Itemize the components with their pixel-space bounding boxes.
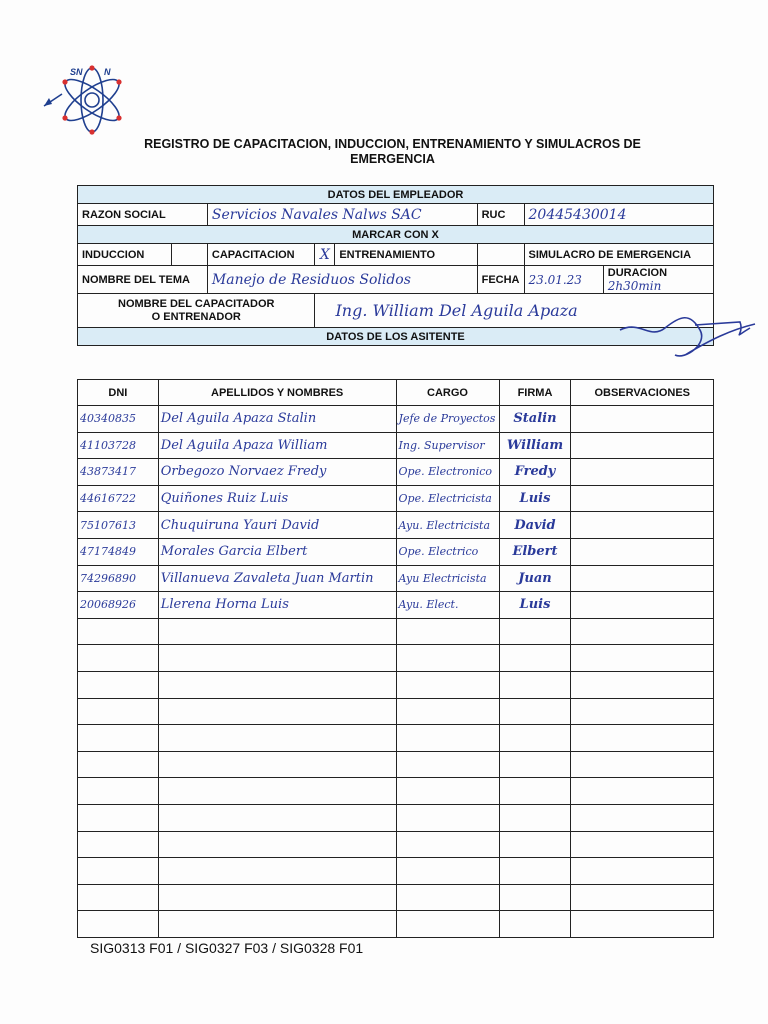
simulacro-label: SIMULACRO DE EMERGENCIA (524, 244, 714, 266)
dni-cell (78, 804, 159, 831)
observaciones-cell (571, 698, 714, 725)
cargo-cell: Ope. Electricista (396, 485, 499, 512)
signature-cell: Juan (499, 565, 571, 592)
fecha-label: FECHA (477, 266, 524, 294)
observaciones-cell (571, 804, 714, 831)
name-cell (158, 804, 396, 831)
cargo-cell (396, 751, 499, 778)
signature-cell (499, 618, 571, 645)
signature-cell (499, 804, 571, 831)
cargo-cell (396, 884, 499, 911)
observaciones-cell (571, 671, 714, 698)
document-title (120, 137, 665, 167)
signature-cell: William (499, 432, 571, 459)
name-cell (158, 858, 396, 885)
dni-cell: 75107613 (78, 512, 159, 539)
signature-cell (499, 884, 571, 911)
observaciones-cell (571, 459, 714, 486)
observaciones-cell (571, 725, 714, 752)
dni-cell: 74296890 (78, 565, 159, 592)
capacitacion-label: CAPACITACION (207, 244, 315, 266)
attendees-header: DATOS DE LOS ASITENTE (78, 328, 714, 346)
dni-cell (78, 725, 159, 752)
signature-cell (499, 671, 571, 698)
dni-cell (78, 778, 159, 805)
signature-cell (499, 725, 571, 752)
table-row (78, 751, 714, 778)
table-row (78, 911, 714, 938)
col-cargo: CARGO (396, 380, 499, 406)
fecha-value: 23.01.23 (524, 266, 603, 294)
name-cell: Del Aguila Apaza William (158, 432, 396, 459)
observaciones-cell (571, 565, 714, 592)
dni-cell (78, 751, 159, 778)
duracion-label: DURACION (607, 266, 668, 279)
name-cell: Del Aguila Apaza Stalin (158, 406, 396, 433)
dni-cell (78, 911, 159, 938)
dni-cell: 20068926 (78, 592, 159, 619)
attendees-table-header (78, 380, 714, 406)
document-code: SIG0313 F01 / SIG0327 F03 / SIG0328 F01 (90, 940, 364, 956)
employer-header: DATOS DEL EMPLEADOR (78, 186, 714, 204)
table-row (78, 698, 714, 725)
cargo-cell (396, 618, 499, 645)
capacitador-value: Ing. William Del Aguila Apaza (315, 294, 714, 328)
observaciones-cell (571, 911, 714, 938)
signature-cell (499, 858, 571, 885)
observaciones-cell (571, 406, 714, 433)
table-row (78, 858, 714, 885)
col-dni: DNI (78, 380, 159, 406)
observaciones-cell (571, 618, 714, 645)
signature-cell (499, 831, 571, 858)
signature-cell (499, 778, 571, 805)
title-line-2: EMERGENCIA (350, 152, 435, 166)
table-row (78, 804, 714, 831)
name-cell (158, 831, 396, 858)
dni-cell (78, 618, 159, 645)
observaciones-cell (571, 512, 714, 539)
observaciones-cell (571, 645, 714, 672)
cargo-cell: Ope. Electrico (396, 538, 499, 565)
observaciones-cell (571, 751, 714, 778)
table-row (78, 512, 714, 539)
dni-cell (78, 831, 159, 858)
name-cell (158, 751, 396, 778)
capacitador-label (78, 294, 315, 328)
cargo-cell (396, 858, 499, 885)
cargo-cell (396, 725, 499, 752)
name-cell (158, 911, 396, 938)
signature-cell (499, 751, 571, 778)
signature-cell: Luis (499, 485, 571, 512)
table-row (78, 538, 714, 565)
logo-letter-n: N (104, 67, 111, 77)
table-row (78, 884, 714, 911)
signature-cell: Elbert (499, 538, 571, 565)
signature-cell: Fredy (499, 459, 571, 486)
duracion-value: 2h30min (607, 278, 662, 293)
table-row (78, 618, 714, 645)
induccion-checkbox (172, 244, 208, 266)
entrenamiento-label: ENTRENAMIENTO (335, 244, 477, 266)
trainer-signature (590, 300, 760, 370)
dni-cell: 41103728 (78, 432, 159, 459)
signature-cell (499, 911, 571, 938)
cargo-cell: Jefe de Proyectos (396, 406, 499, 433)
razon-social-value: Servicios Navales Nalws SAC (207, 204, 477, 226)
table-row (78, 459, 714, 486)
signature-cell: Stalin (499, 406, 571, 433)
induccion-label: INDUCCION (78, 244, 172, 266)
capacitador-label-line-1: NOMBRE DEL CAPACITADOR (118, 297, 275, 310)
dni-cell (78, 884, 159, 911)
table-row (78, 406, 714, 433)
name-cell (158, 884, 396, 911)
tema-label: NOMBRE DEL TEMA (78, 266, 208, 294)
entrenamiento-checkbox (477, 244, 524, 266)
name-cell (158, 618, 396, 645)
cargo-cell: Ope. Electronico (396, 459, 499, 486)
name-cell: Morales Garcia Elbert (158, 538, 396, 565)
table-row (78, 592, 714, 619)
cargo-cell (396, 911, 499, 938)
dni-cell (78, 698, 159, 725)
cargo-cell: Ing. Supervisor (396, 432, 499, 459)
cargo-cell (396, 831, 499, 858)
signature-cell: Luis (499, 592, 571, 619)
table-row (78, 645, 714, 672)
dni-cell (78, 858, 159, 885)
cargo-cell (396, 804, 499, 831)
name-cell (158, 645, 396, 672)
name-cell (158, 778, 396, 805)
dni-cell (78, 645, 159, 672)
title-line-1: REGISTRO DE CAPACITACION, INDUCCION, ENTRENAMIENTO Y SIMULACROS DE (144, 137, 641, 151)
table-row (78, 432, 714, 459)
name-cell (158, 725, 396, 752)
tema-value: Manejo de Residuos Solidos (207, 266, 477, 294)
capacitador-label-line-2: O ENTRENADOR (151, 310, 241, 323)
table-row (78, 725, 714, 752)
razon-social-label: RAZON SOCIAL (78, 204, 208, 226)
company-logo (40, 60, 140, 140)
ruc-label: RUC (477, 204, 524, 226)
dni-cell: 43873417 (78, 459, 159, 486)
observaciones-cell (571, 538, 714, 565)
observaciones-cell (571, 831, 714, 858)
table-row (78, 671, 714, 698)
cargo-cell: Ayu. Electricista (396, 512, 499, 539)
name-cell: Orbegozo Norvaez Fredy (158, 459, 396, 486)
name-cell: Llerena Horna Luis (158, 592, 396, 619)
cargo-cell (396, 778, 499, 805)
col-observaciones: OBSERVACIONES (571, 380, 714, 406)
ruc-value: 20445430014 (524, 204, 714, 226)
mark-header: MARCAR CON X (78, 226, 714, 244)
name-cell: Quiñones Ruiz Luis (158, 485, 396, 512)
name-cell: Villanueva Zavaleta Juan Martin (158, 565, 396, 592)
cargo-cell (396, 645, 499, 672)
cargo-cell (396, 698, 499, 725)
observaciones-cell (571, 432, 714, 459)
observaciones-cell (571, 858, 714, 885)
attendees-table (77, 379, 714, 938)
dni-cell: 47174849 (78, 538, 159, 565)
duracion-cell (603, 266, 713, 294)
observaciones-cell (571, 884, 714, 911)
table-row (78, 565, 714, 592)
col-name: APELLIDOS Y NOMBRES (158, 380, 396, 406)
observaciones-cell (571, 592, 714, 619)
dni-cell: 40340835 (78, 406, 159, 433)
signature-cell (499, 645, 571, 672)
cargo-cell: Ayu. Elect. (396, 592, 499, 619)
table-row (78, 778, 714, 805)
dni-cell (78, 671, 159, 698)
table-row (78, 485, 714, 512)
observaciones-cell (571, 778, 714, 805)
dni-cell: 44616722 (78, 485, 159, 512)
name-cell (158, 698, 396, 725)
col-firma: FIRMA (499, 380, 571, 406)
table-row (78, 831, 714, 858)
observaciones-cell (571, 485, 714, 512)
logo-letters-sn: SN (70, 67, 83, 77)
cargo-cell (396, 671, 499, 698)
capacitacion-checkbox: X (315, 244, 335, 266)
name-cell: Chuquiruna Yauri David (158, 512, 396, 539)
signature-cell (499, 698, 571, 725)
cargo-cell: Ayu Electricista (396, 565, 499, 592)
signature-cell: David (499, 512, 571, 539)
name-cell (158, 671, 396, 698)
